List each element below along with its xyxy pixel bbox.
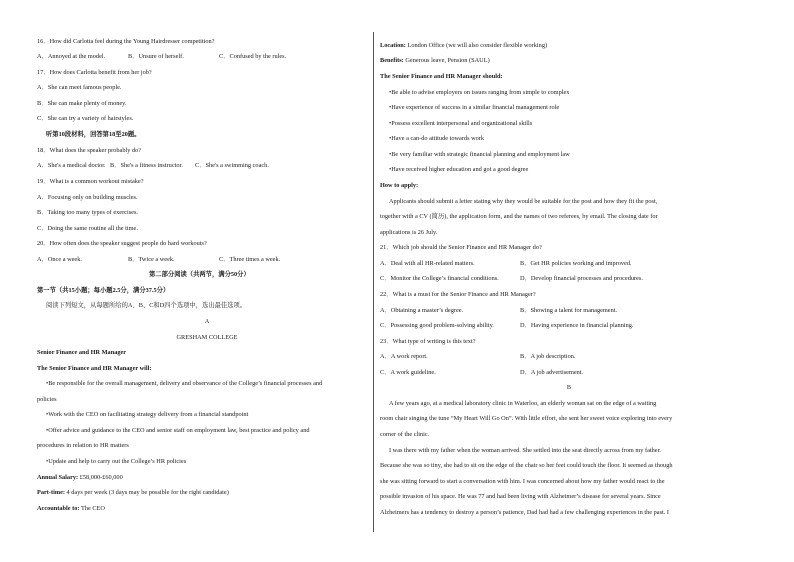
option: B．Unsure of herself.: [128, 53, 184, 60]
requirement-item: •Be very familiar with strategic financial planning and employment law: [389, 151, 570, 158]
paragraph-line: Alzheimers has a tendency to destroy a person’s patience, Dad had had a few challenging experiences in the past. I: [380, 509, 670, 516]
benefits-value: Generous leave, Pension (SAUL): [405, 57, 490, 64]
benefits-line: [380, 57, 490, 65]
option: C．Three times a week.: [219, 256, 281, 263]
option: A．Once a week.: [37, 256, 82, 263]
requirement-item: •Have received higher education and got a good degree: [389, 166, 529, 173]
apply-text: together with a CV (简历), the application form, and the names of two referees, by email. The closing date for: [380, 213, 658, 220]
option: C．Possessing good problem-solving ability.: [380, 322, 494, 329]
apply-text: applications is 26 July.: [380, 229, 438, 236]
paragraph-line: A few years ago, at a medical laboratory clinic in Waterloo, an elderly woman sat on the edge of a waiting: [389, 400, 657, 407]
duty-item: procedures in relation to HR matters: [37, 442, 129, 449]
question-16-options: [37, 53, 286, 61]
question-19: 19．What is a common workout mistake?: [37, 178, 144, 185]
option: B．She can make plenty of money.: [37, 100, 127, 107]
requirement-item: •Possess excellent interpersonal and organizational skills: [389, 120, 533, 127]
paragraph-line: I was there with my father when the woman arrived. She settled into the seat directly across from my father.: [389, 447, 661, 454]
option: B．Taking too many types of exercises.: [37, 209, 138, 216]
college-name: GRESHAM COLLEGE: [176, 334, 238, 341]
duty-item: •Be responsible for the overall management, delivery and observance of the College’s financial processes and: [46, 380, 323, 387]
question-23-options: [380, 369, 583, 377]
question-23-options: [380, 353, 575, 361]
requirement-item: •Have experience of success in a similar financial management role: [389, 104, 560, 111]
parttime-line: [37, 489, 229, 497]
accountable-label: Accountable to:: [37, 505, 80, 512]
benefits-label: Benefits:: [380, 57, 404, 64]
location-value: London Office (we will also consider flexible working): [407, 42, 548, 49]
paragraph-line: room chair singing the tune “My Heart Will Go On”. With little effort, she sent her sweet voice exploring into every: [380, 415, 673, 422]
salary-line: [37, 474, 123, 482]
option: B．Twice a week.: [128, 256, 175, 263]
paragraph-line: she was sitting forward to start a conversation with him. I was concerned about how my father would react to the: [380, 478, 665, 485]
option: A．A work report.: [380, 353, 428, 360]
section-heading: 听第10段材料，回答第18至20题。: [46, 131, 141, 138]
apply-heading: How to apply:: [380, 182, 419, 189]
location-line: [380, 42, 547, 50]
option: C．A work guideline.: [380, 369, 436, 376]
requirement-item: •Be able to advise employers on issues ranging from simple to complex: [389, 89, 570, 96]
question-21: 21．Which job should the Senior Finance and HR Manager do?: [380, 244, 542, 251]
question-16: 16．How did Carlotta feel during the Young Hairdresser competition?: [37, 38, 215, 45]
option: A．She's a medical doctor.: [37, 162, 106, 169]
part-heading-text: 第二部分阅读（共两节，满分50分）: [149, 271, 250, 278]
job-title: Senior Finance and HR Manager: [37, 349, 127, 356]
question-20: 20．How often does the speaker suggest people do hard workouts?: [37, 240, 207, 247]
duty-item: •Update and help to carry out the College’s HR policies: [46, 458, 187, 465]
option: A．Focusing only on building muscles.: [37, 194, 138, 201]
option: C．Monitor the College’s financial conditions.: [380, 275, 499, 282]
option: D．Having experience in financial planning.: [520, 322, 634, 329]
question-20-options: [37, 256, 280, 264]
parttime-label: Part-time:: [37, 489, 65, 496]
column-divider: [373, 32, 374, 532]
paragraph-line: corner of the clinic.: [380, 431, 430, 438]
question-22-options: [380, 322, 633, 330]
option: A．Deal with all HR-related matters.: [380, 260, 475, 267]
parttime-value: 4 days per week (3 days may be possible for the right candidate): [66, 489, 229, 496]
instructions: 阅读下列短文，从每题所给的A、B、C和D四个选项中，选出最佳选项。: [46, 302, 247, 309]
option: D．A job advertisement.: [520, 369, 584, 376]
option: B．A job description.: [520, 353, 576, 360]
option: A．Obtaining a master’s degree.: [380, 307, 464, 314]
question-22: 22．What is a must for the Senior Finance and HR Manager?: [380, 291, 536, 298]
apply-text: Applicants should submit a letter stating why they would be suitable for the post and how they fit the post,: [389, 198, 658, 205]
option: C．She's a swimming coach.: [195, 162, 269, 169]
requirement-item: •Have a can-do attitude towards work: [389, 135, 485, 142]
passage-label: A: [204, 318, 210, 325]
duties-heading: The Senior Finance and HR Manager will:: [37, 365, 152, 372]
accountable-value: The CEO: [80, 505, 105, 512]
option: C．Doing the same routine all the time.: [37, 225, 138, 232]
accountable-line: [37, 505, 105, 513]
question-18-options: [37, 162, 269, 170]
option: B．She's a fitness instructor.: [110, 162, 183, 169]
question-17: 17．How does Carlotta benefit from her job?: [37, 69, 152, 76]
question-21-options: [380, 260, 632, 268]
option: C．Confused by the rules.: [219, 53, 287, 60]
passage-label: B: [566, 384, 572, 391]
option: A．Annoyed at the model.: [37, 53, 106, 60]
section-heading: 第一节（共15小题；每小题2.5分，满分37.5分）: [37, 287, 170, 294]
question-21-options: [380, 275, 643, 283]
option: A．She can meet famous people.: [37, 84, 122, 91]
duty-item: policies: [37, 396, 57, 403]
part-heading: [37, 271, 377, 279]
paragraph-line: possible invasion of his space. He was 77 and had been living with Alzheimer’s disease for several years. Since: [380, 493, 661, 500]
option: B．Get HR policies working and improved.: [520, 260, 632, 267]
requirements-heading: The Senior Finance and HR Manager should:: [380, 73, 503, 80]
question-18: 18．What does the speaker probably do?: [37, 147, 142, 154]
option: B．Showing a talent for management.: [520, 307, 618, 314]
salary-label: Annual Salary:: [37, 474, 79, 481]
duty-item: •Work with the CEO on facilitating strategy delivery from a financial standpoint: [46, 411, 249, 418]
option: C．She can try a variety of hairstyles.: [37, 115, 134, 122]
location-label: Location:: [380, 42, 406, 49]
question-22-options: [380, 307, 617, 315]
salary-value: £58,000-£60,000: [79, 474, 123, 481]
paragraph-line: Because she was so tiny, she had to sit on the edge of the chair so her feet could touch the floor. It seemed as though: [380, 462, 673, 469]
question-23: 23．What type of writing is this text?: [380, 338, 476, 345]
duty-item: •Offer advice and guidance to the CEO and senior staff on employment law, best practice and policy and: [46, 427, 310, 434]
option: D．Develop financial processes and procedures.: [520, 275, 643, 282]
